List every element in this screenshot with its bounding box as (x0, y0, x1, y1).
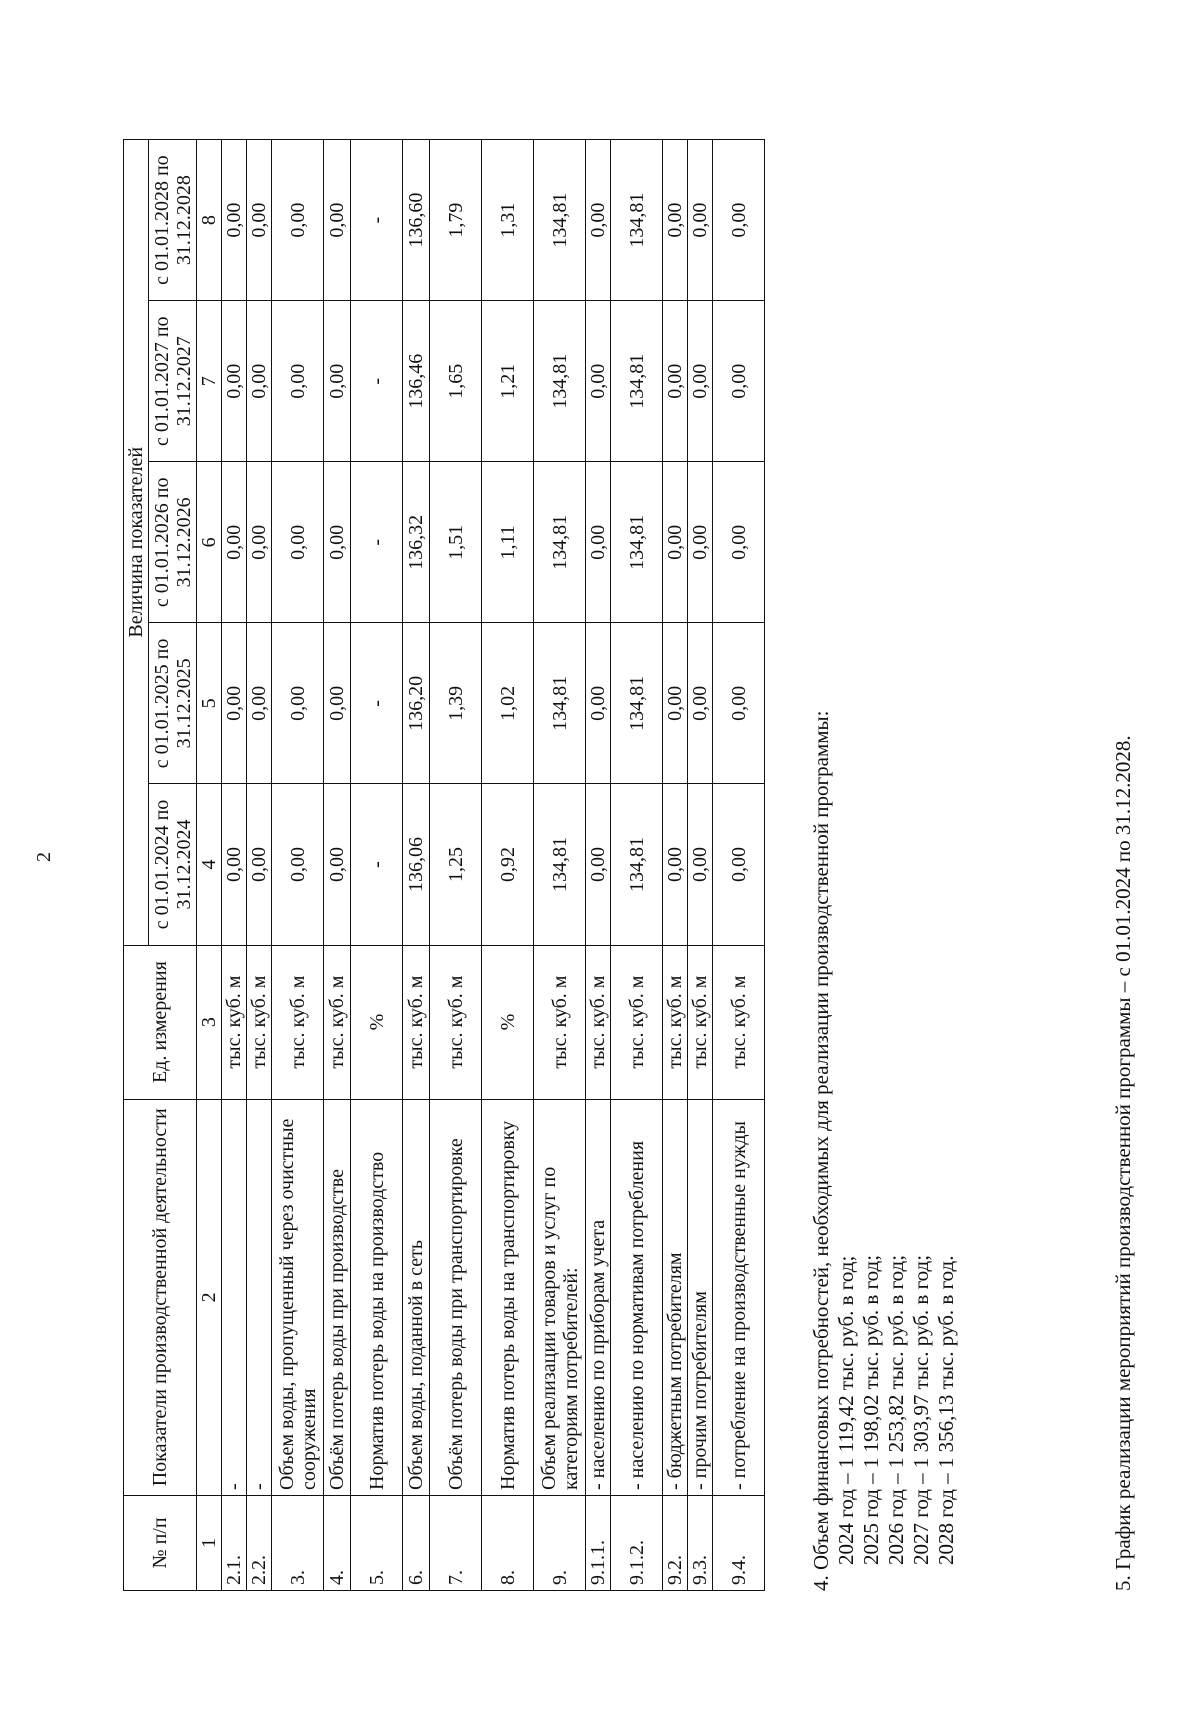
row-unit: тыс. куб. м (586, 945, 611, 1099)
row-value-2025: 0,00 (663, 623, 688, 784)
row-value-2025: 134,81 (611, 623, 663, 784)
row-unit: тыс. куб. м (222, 945, 247, 1099)
row-value-2027: 134,81 (611, 301, 663, 462)
row-value-2026: 0,00 (272, 462, 324, 623)
row-value-2024: 136,06 (403, 784, 430, 945)
row-value-2028: - (351, 140, 403, 301)
row-num: 2.1. (222, 1495, 247, 1590)
rotated-page (33, 123, 1183, 1591)
row-value-2028: 0,00 (663, 140, 688, 301)
row-value-2024: 134,81 (611, 784, 663, 945)
row-value-2026: 0,00 (586, 462, 611, 623)
row-value-2024: 0,00 (247, 784, 272, 945)
row-num: 9. (534, 1495, 586, 1590)
row-value-2028: 136,60 (403, 140, 430, 301)
row-value-2026: 1,11 (482, 462, 534, 623)
row-indicator: Норматив потерь воды на транспортировку (482, 1099, 534, 1495)
row-indicator: - прочим потребителям (688, 1099, 713, 1495)
row-value-2028: 134,81 (611, 140, 663, 301)
table-row (713, 140, 765, 1591)
table-row (272, 140, 324, 1591)
row-indicator: - потребление на производственные нужды (713, 1099, 765, 1495)
row-value-2026: 0,00 (222, 462, 247, 623)
row-indicator: - населению по приборам учета (586, 1099, 611, 1495)
row-value-2028: 0,00 (713, 140, 765, 301)
row-indicator: - (247, 1099, 272, 1495)
row-value-2025: 0,00 (688, 623, 713, 784)
row-value-2026: 0,00 (324, 462, 351, 623)
row-value-2027: - (351, 301, 403, 462)
row-num: 5. (351, 1495, 403, 1590)
row-value-2026: 1,51 (430, 462, 482, 623)
row-value-2024: 0,00 (688, 784, 713, 945)
row-indicator: - бюджетным потребителям (663, 1099, 688, 1495)
table-row (247, 140, 272, 1591)
row-value-2026: 0,00 (713, 462, 765, 623)
row-value-2027: 0,00 (222, 301, 247, 462)
table-row (403, 140, 430, 1591)
col-number: 3 (197, 945, 222, 1099)
header-values-group: Величина показателей (124, 140, 149, 946)
row-value-2026: 0,00 (688, 462, 713, 623)
header-period-2025: с 01.01.2025 по 31.12.2025 (149, 623, 197, 784)
header-period-2027: с 01.01.2027 по 31.12.2027 (149, 301, 197, 462)
row-value-2025: 1,39 (430, 623, 482, 784)
row-value-2026: - (351, 462, 403, 623)
row-indicator: Объём потерь воды при транспортировке (430, 1099, 482, 1495)
row-value-2027: 0,00 (324, 301, 351, 462)
header-indicator: Показатели производственной деятельности (124, 1099, 197, 1495)
row-unit: % (482, 945, 534, 1099)
table-row (534, 140, 586, 1591)
row-value-2026: 134,81 (611, 462, 663, 623)
row-unit: тыс. куб. м (713, 945, 765, 1099)
row-unit: тыс. куб. м (663, 945, 688, 1099)
row-value-2028: 1,31 (482, 140, 534, 301)
row-value-2026: 136,32 (403, 462, 430, 623)
indicators-table (123, 139, 765, 1591)
row-unit: тыс. куб. м (430, 945, 482, 1099)
row-indicator: - населению по нормативам потребления (611, 1099, 663, 1495)
section4-line: 2026 год – 1 253,82 тыс. руб. в год; (884, 1254, 908, 1565)
row-num: 8. (482, 1495, 534, 1590)
row-indicator: Объём потерь воды при производстве (324, 1099, 351, 1495)
row-value-2027: 1,65 (430, 301, 482, 462)
row-value-2026: 0,00 (663, 462, 688, 623)
header-period-2024: с 01.01.2024 по 31.12.2024 (149, 784, 197, 945)
col-number: 8 (197, 140, 222, 301)
row-value-2027: 0,00 (713, 301, 765, 462)
row-unit: тыс. куб. м (272, 945, 324, 1099)
row-value-2024: 0,00 (713, 784, 765, 945)
col-number: 6 (197, 462, 222, 623)
section4-line: 2025 год – 1 198,02 тыс. руб. в год; (859, 1254, 883, 1565)
row-unit: тыс. куб. м (247, 945, 272, 1099)
row-unit: тыс. куб. м (534, 945, 586, 1099)
row-value-2024: 0,92 (482, 784, 534, 945)
row-value-2024: 0,00 (586, 784, 611, 945)
row-num: 9.3. (688, 1495, 713, 1590)
row-indicator: Объем реализации товаров и услуг по категориям потребителей: (534, 1099, 586, 1495)
row-value-2028: 0,00 (222, 140, 247, 301)
row-value-2025: 0,00 (222, 623, 247, 784)
table-row (222, 140, 247, 1591)
col-number: 5 (197, 623, 222, 784)
row-indicator: - (222, 1099, 247, 1495)
col-number: 7 (197, 301, 222, 462)
row-value-2026: 0,00 (247, 462, 272, 623)
row-value-2026: 134,81 (534, 462, 586, 623)
row-value-2025: 0,00 (247, 623, 272, 784)
row-value-2027: 1,21 (482, 301, 534, 462)
header-unit: Ед. измерения (124, 945, 197, 1099)
row-value-2025: 136,20 (403, 623, 430, 784)
table-row (430, 140, 482, 1591)
col-number: 1 (197, 1495, 222, 1590)
row-value-2025: 0,00 (272, 623, 324, 784)
row-num: 4. (324, 1495, 351, 1590)
row-value-2027: 0,00 (688, 301, 713, 462)
row-value-2024: 0,00 (272, 784, 324, 945)
table-row (586, 140, 611, 1591)
row-value-2028: 0,00 (272, 140, 324, 301)
row-value-2028: 134,81 (534, 140, 586, 301)
row-value-2025: 1,02 (482, 623, 534, 784)
header-period-2026: с 01.01.2026 по 31.12.2026 (149, 462, 197, 623)
row-value-2025: 0,00 (586, 623, 611, 784)
row-value-2028: 0,00 (247, 140, 272, 301)
row-num: 9.1.1. (586, 1495, 611, 1590)
row-num: 9.1.2. (611, 1495, 663, 1590)
table-row (482, 140, 534, 1591)
row-value-2028: 0,00 (586, 140, 611, 301)
row-num: 7. (430, 1495, 482, 1590)
section5-heading: 5. График реализации мероприятий производственной программы – с 01.01.2024 по 31.12.2028. (1111, 735, 1135, 1591)
row-value-2028: 0,00 (324, 140, 351, 301)
row-num: 9.4. (713, 1495, 765, 1590)
table-row (611, 140, 663, 1591)
header-period-2028: с 01.01.2028 по 31.12.2028 (149, 140, 197, 301)
financial-needs-section (809, 139, 1136, 1591)
table-row (351, 140, 403, 1591)
row-value-2025: 134,81 (534, 623, 586, 784)
row-unit: тыс. куб. м (403, 945, 430, 1099)
row-value-2024: 0,00 (222, 784, 247, 945)
row-num: 9.2. (663, 1495, 688, 1590)
table-row (324, 140, 351, 1591)
row-unit: тыс. куб. м (688, 945, 713, 1099)
row-value-2027: 0,00 (247, 301, 272, 462)
row-value-2028: 0,00 (688, 140, 713, 301)
row-value-2024: 0,00 (663, 784, 688, 945)
section4-heading: 4. Объем финансовых потребностей, необходимых для реализации производственной программы: (809, 710, 833, 1591)
section4-line: 2024 год – 1 119,42 тыс. руб. в год; (834, 1255, 858, 1565)
row-num: 6. (403, 1495, 430, 1590)
table-row (688, 140, 713, 1591)
row-num: 3. (272, 1495, 324, 1590)
row-value-2024: 0,00 (324, 784, 351, 945)
row-value-2027: 136,46 (403, 301, 430, 462)
row-indicator: Норматив потерь воды на производство (351, 1099, 403, 1495)
column-numbers-row (197, 140, 222, 1591)
row-unit: тыс. куб. м (611, 945, 663, 1099)
row-num: 2.2. (247, 1495, 272, 1590)
row-indicator: Объем воды, поданной в сеть (403, 1099, 430, 1495)
table-row (663, 140, 688, 1591)
page-number: 2 (33, 852, 55, 862)
row-value-2024: 134,81 (534, 784, 586, 945)
row-unit: % (351, 945, 403, 1099)
row-unit: тыс. куб. м (324, 945, 351, 1099)
row-value-2027: 0,00 (663, 301, 688, 462)
row-value-2024: - (351, 784, 403, 945)
header-num: № п/п (124, 1495, 197, 1590)
row-value-2025: - (351, 623, 403, 784)
row-value-2027: 0,00 (272, 301, 324, 462)
row-value-2024: 1,25 (430, 784, 482, 945)
row-value-2025: 0,00 (324, 623, 351, 784)
col-number: 2 (197, 1099, 222, 1495)
row-value-2028: 1,79 (430, 140, 482, 301)
row-indicator: Объем воды, пропущенный через очистные сооружения (272, 1099, 324, 1495)
section4-line: 2027 год – 1 303,97 тыс. руб. в год; (909, 1254, 933, 1565)
col-number: 4 (197, 784, 222, 945)
row-value-2025: 0,00 (713, 623, 765, 784)
row-value-2027: 134,81 (534, 301, 586, 462)
row-value-2027: 0,00 (586, 301, 611, 462)
section4-line: 2028 год – 1 356,13 тыс. руб. в год. (934, 1255, 958, 1565)
